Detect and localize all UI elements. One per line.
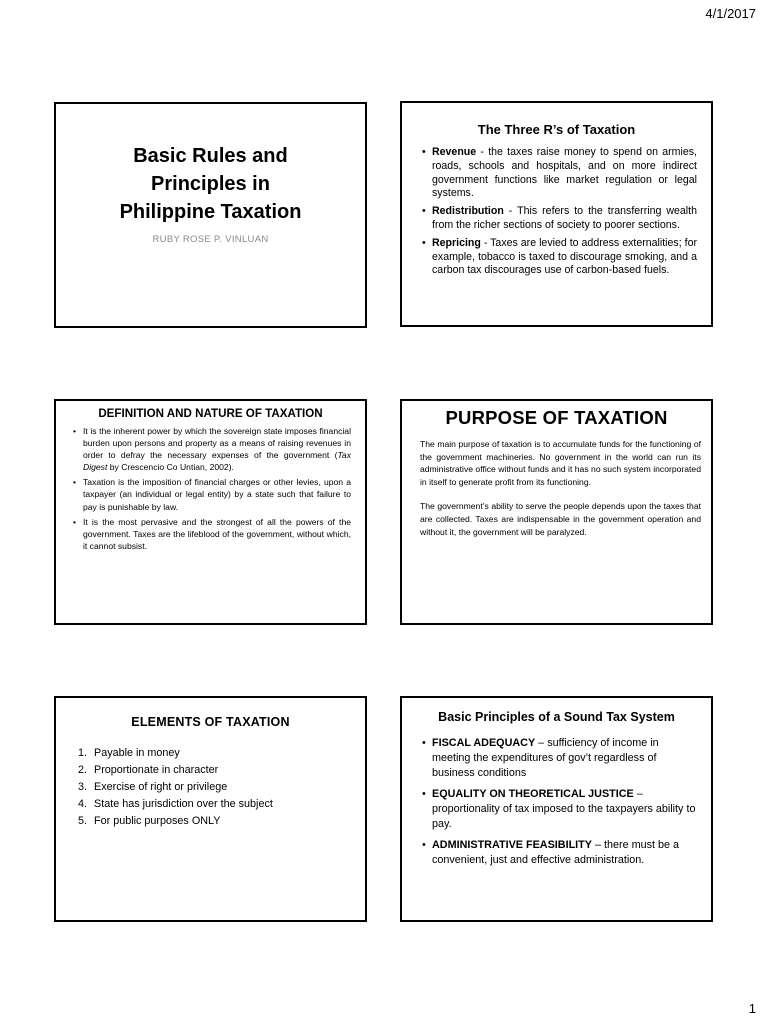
list-item [432,736,699,781]
paragraph: The main purpose of taxation is to accumulate funds for the functioning of the government machineries. No government in the world can run its administrative office without funds and it has no such system incorporated in itself to generate profit from its functioning. [420,439,701,487]
print-date: 4/1/2017 [705,6,756,21]
bullet-text: – there must be a convenient, just and effective administration. [432,839,679,866]
bullet-term: ADMINISTRATIVE FEASIBILITY [432,839,592,851]
bullet-text: It is the inherent power by which the sovereign state imposes financial burden upon persons and property as a means of raising revenues in order to defray the necessary expenses of the government ( [83,426,351,461]
list-item [432,146,697,201]
bullet-term: EQUALITY ON THEORETICAL JUSTICE [432,788,634,800]
list-item [432,787,699,832]
list-item [432,838,699,868]
slide-title [54,102,367,328]
slide-definition [54,399,367,625]
slide-heading: The Three R’s of Taxation [477,122,636,137]
list-item: 4. State has jurisdiction over the subject [90,796,365,813]
bullet-text: – proportionality of tax imposed to the taxpayers ability to pay. [432,788,696,830]
title-line: Principles in [151,173,270,195]
paragraph: The government’s ability to serve the people depends upon the taxes that are collected. Taxes are indispensable in the government operation and without it, the government will be paralyzed. [420,501,701,537]
slide-purpose [400,399,713,625]
bullet-list [402,146,711,278]
bullet-list [402,736,711,868]
slide-heading: DEFINITION AND NATURE OF TAXATION [98,407,323,420]
slide-principles [400,696,713,922]
bullet-term: Repricing [432,236,481,249]
presentation-title [56,142,365,226]
bullet-term: Revenue [432,146,477,158]
bullet-text: - Taxes are levied to address externalities; for example, tobacco is taxed to discourage smoking, and a carbon tax discourages use of carbon-based fuels. [432,236,697,277]
page-number: 1 [748,1001,756,1016]
bullet-term: FISCAL ADEQUACY [432,737,536,749]
title-line: Basic Rules and [133,145,288,167]
bullet-text: – sufficiency of income in meeting the expenditures of gov’t regardless of business conditions [432,737,659,779]
slide-three-rs [400,101,713,327]
list-item [432,237,697,278]
list-item [83,425,351,473]
list-item: 1. Payable in money [90,745,365,762]
list-item: 2. Proportionate in character [90,762,365,779]
bullet-list [56,425,365,552]
bullet-text: - This refers to the transferring wealth from the richer sections of society to poorer sections. [432,205,697,231]
list-item [432,205,697,233]
list-item [83,476,351,512]
list-item [83,516,351,552]
slide-elements [54,696,367,922]
bullet-term: Redistribution [432,205,504,218]
citation-title: Tax Digest [83,450,351,473]
list-item: 3. Exercise of right or privilege [90,779,365,796]
bullet-text: Taxation is the imposition of financial charges or other levies, upon a taxpayer (an individual or legal entity) by a state such that failure to pay is punishable by law. [83,477,351,512]
list-item: 5. For public purposes ONLY [90,813,365,830]
bullet-text: - the taxes raise money to spend on armies, roads, schools and hospitals, and on more indirect government functions like market regulation or legal systems. [432,146,697,200]
bullet-text: It is the most pervasive and the strongest of all the powers of the government. Taxes are the lifeblood of the government, without which, it cannot subsist. [83,516,351,551]
slide-heading: Basic Principles of a Sound Tax System [438,710,675,724]
numbered-list [56,745,365,830]
title-line: Philippine Taxation [119,201,302,223]
slide-heading: ELEMENTS OF TAXATION [131,715,290,729]
author-name: RUBY ROSE P. VINLUAN [152,234,269,245]
bullet-text: by Crescencio Co Untian, 2002). [107,462,234,473]
slide-heading: PURPOSE OF TAXATION [445,407,668,428]
